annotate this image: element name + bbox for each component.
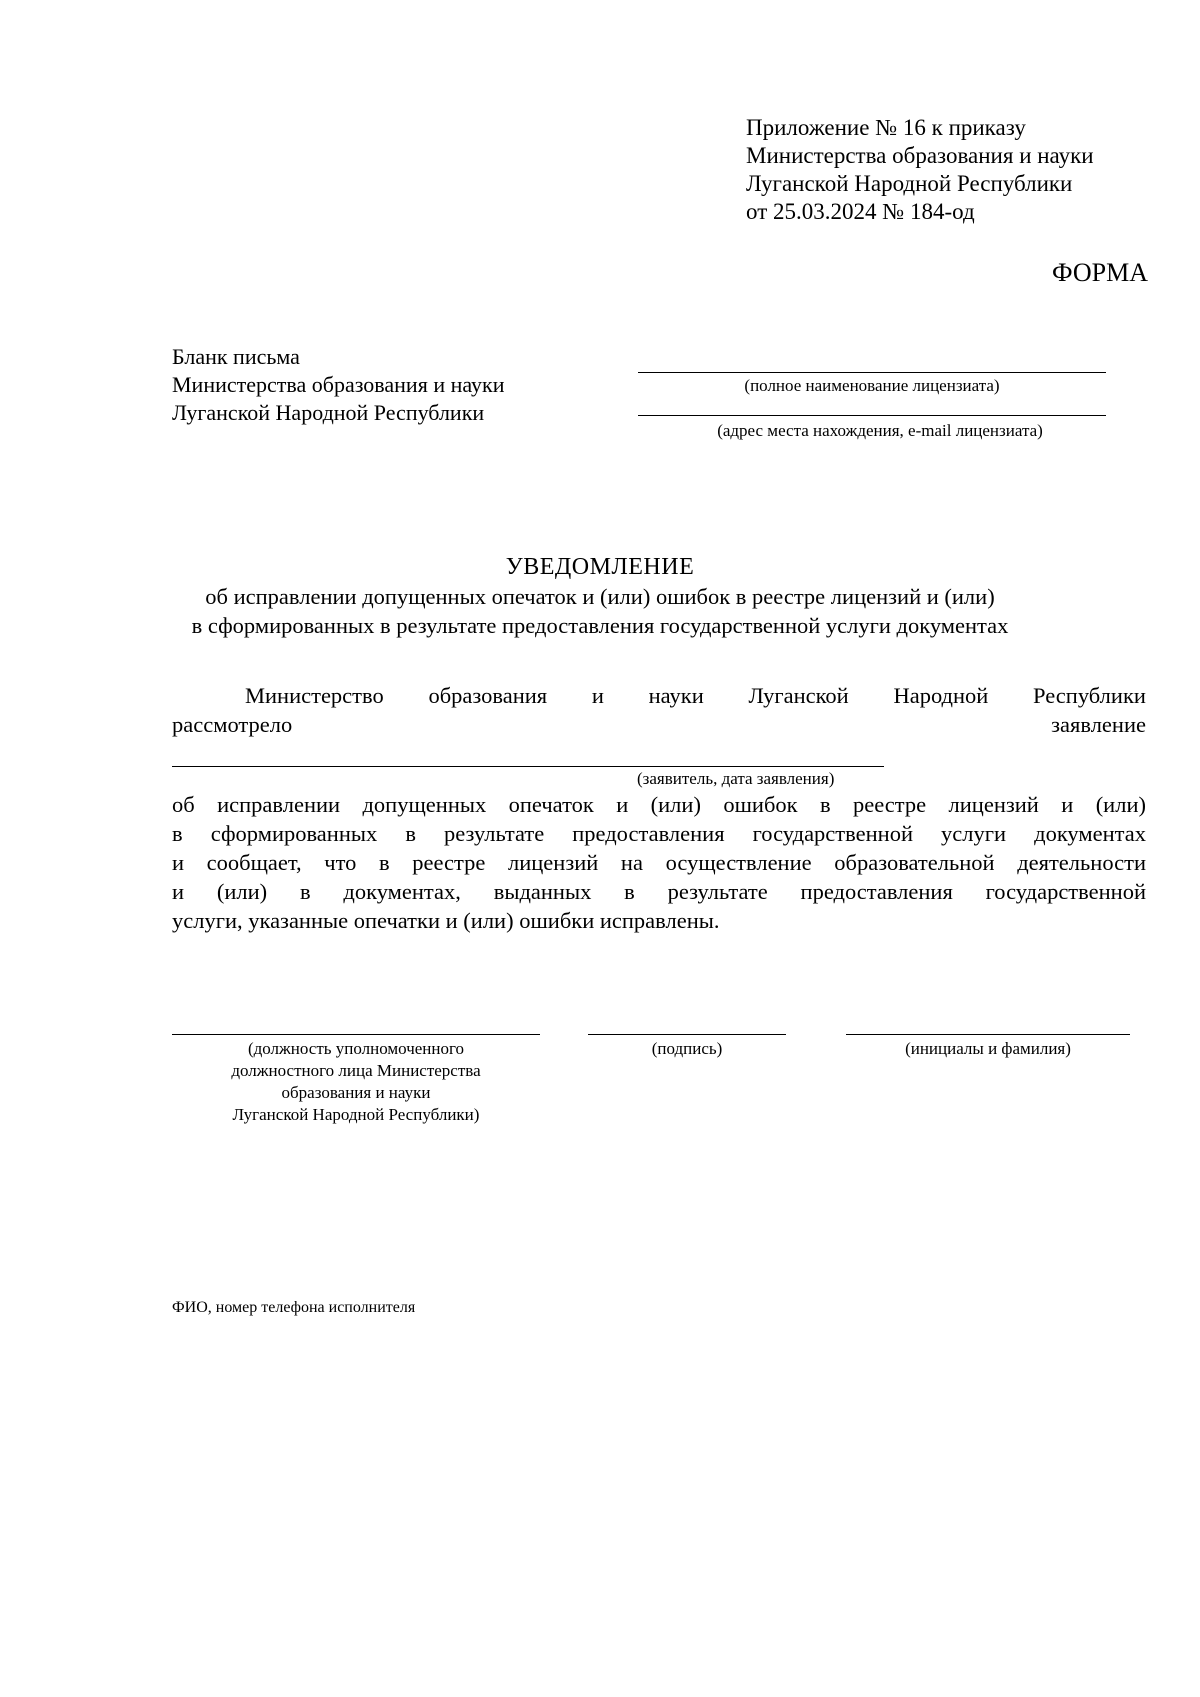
intro-word: Республики [1033, 683, 1146, 708]
letterhead-line: Луганской Народной Республики [172, 400, 485, 425]
notice-title: УВЕДОМЛЕНИЕ [505, 554, 695, 580]
intro-word: Луганской [748, 683, 849, 708]
letterhead-line: Министерства образования и науки [172, 372, 505, 397]
intro-word: Народной [893, 683, 989, 708]
signature-caption: (подпись) [651, 1039, 723, 1058]
initials-caption: (инициалы и фамилия) [905, 1039, 1071, 1058]
licensee-address-line [638, 415, 1106, 416]
applicant-line [172, 766, 884, 767]
body-line: и сообщает, что в реестре лицензий на осуществление образовательной деятельности [172, 850, 1146, 875]
body-line: об исправлении допущенных опечаток и (или) ошибок в реестре лицензий и (или) [172, 792, 1146, 817]
position-caption-line: должностного лица Министерства [231, 1061, 481, 1080]
licensee-name-caption: (полное наименование лицензиата) [744, 376, 1000, 395]
appendix-line: Луганской Народной Республики [746, 171, 1073, 196]
intro-line-2 [172, 710, 1146, 739]
position-caption-line: (должность уполномоченного [247, 1039, 465, 1058]
notice-subtitle-line: в сформированных в результате предоставления государственной услуги документах [191, 613, 1009, 638]
form-label: ФОРМА [1052, 258, 1148, 287]
position-caption [172, 1038, 540, 1126]
executor-note: ФИО, номер телефона исполнителя [172, 1299, 416, 1316]
intro-word: науки [648, 683, 704, 708]
body-line: в сформированных в результате предоставления государственной услуги документах [172, 821, 1146, 846]
body-line: услуги, указанные опечатки и (или) ошибки исправлены. [172, 908, 720, 933]
position-caption-line: образования и науки [281, 1083, 431, 1102]
applicant-caption: (заявитель, дата заявления) [637, 769, 835, 788]
position-caption-line: Луганской Народной Республики) [232, 1105, 480, 1124]
appendix-reference [746, 114, 1094, 226]
intro-word: образования [428, 683, 548, 708]
licensee-address-caption: (адрес места нахождения, e-mail лицензиата) [717, 421, 1043, 440]
notice-body [172, 790, 1146, 935]
intro-left-word: рассмотрело [172, 712, 293, 737]
body-line: и (или) в документах, выданных в результате предоставления государственной [172, 879, 1146, 904]
intro-word: и [591, 683, 604, 708]
appendix-line: Министерства образования и науки [746, 143, 1094, 168]
notice-subtitle-line: об исправлении допущенных опечаток и (или) ошибок в реестре лицензий и (или) [205, 584, 995, 609]
licensee-name-line [638, 372, 1106, 373]
letterhead-line: Бланк письма [172, 344, 300, 369]
intro-right-word: заявление [1051, 712, 1146, 737]
intro-line [245, 681, 1146, 710]
initials-line [846, 1034, 1130, 1035]
intro-word: Министерство [245, 683, 384, 708]
signature-line [588, 1034, 786, 1035]
position-line [172, 1034, 540, 1035]
appendix-line: от 25.03.2024 № 184-од [746, 199, 975, 224]
letterhead [172, 343, 504, 427]
notice-heading [0, 552, 1200, 640]
appendix-line: Приложение № 16 к приказу [746, 115, 1026, 140]
